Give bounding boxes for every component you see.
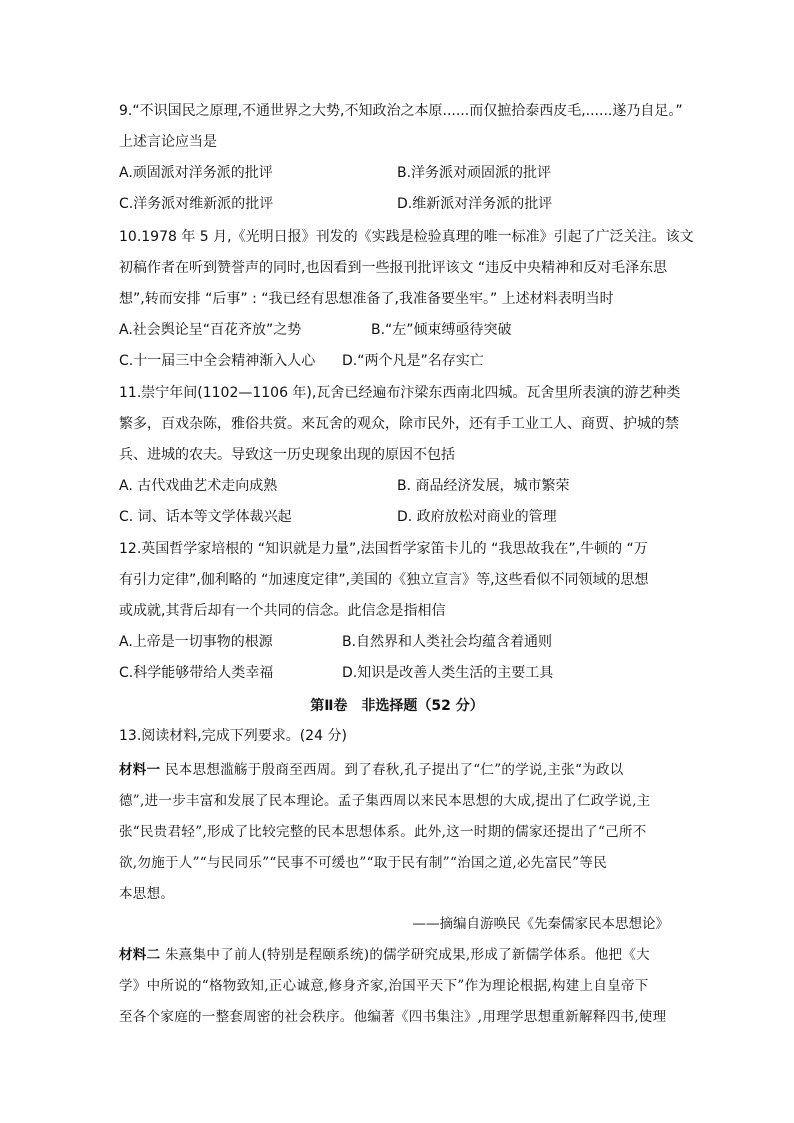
q9-stem-line2: 上述言论应当是 [119, 134, 217, 150]
q9-option-a: A.顽固派对洋务派的批评 [119, 165, 273, 181]
material-two-line2: 学》中所说的“格物致知,正心诚意,修身齐家,治国平天下”作为理论根据,构建上自皇帝下 [119, 978, 649, 994]
material-one-label: 材料一 [119, 762, 161, 778]
q11-stem-line1: 11.崇宁年间(1102—1106 年),瓦舍已经遍布汴梁东西南北四城。瓦舍里所表演的游艺种类 [119, 385, 681, 401]
q12-stem-line2: 有引力定律”,伽利略的 “加速度定律”,美国的《独立宣言》等,这些看似不同领域的思想 [119, 572, 649, 588]
q11-option-b: B. 商品经济发展，城市繁荣 [397, 478, 570, 494]
q11-option-d: D. 政府放松对商业的管理 [397, 509, 557, 525]
q10-option-b: B.“左”倾束缚亟待突破 [371, 322, 512, 338]
material-two-line3: 至各个家庭的一整套周密的社会秩序。他编著《四书集注》,用理学思想重新解释四书,使理 [119, 1009, 667, 1025]
q10-option-a: A.社会舆论呈“百花齐放”之势 [119, 322, 302, 338]
q12-option-c: C.科学能够带给人类幸福 [119, 665, 274, 681]
q11-stem-line3: 兵、进城的农夫。导致这一历史现象出现的原因不包括 [119, 447, 455, 463]
material-one-line3: 张“民贵君轻”,形成了比较完整的民本思想体系。此外,这一时期的儒家还提出了“己所不 [119, 824, 647, 840]
q10-stem-line2: 初稿作者在听到赞誉声的同时,也因看到一些报刊批评该文 “违反中央精神和反对毛泽东思 [119, 260, 668, 276]
section-title: 第Ⅱ卷 非选择题（52 分） [310, 698, 484, 714]
q11-stem-line2: 繁多，百戏杂陈，雅俗共赏。来瓦舍的观众，除市民外，还有手工业工人、商贾、护城的禁 [119, 416, 679, 432]
q12-option-d: D.知识是改善人类生活的主要工具 [342, 665, 554, 681]
q12-option-b: B.自然界和人类社会均蕴含着通则 [342, 634, 553, 650]
material-one-line1 [119, 760, 624, 780]
q9-stem-line1: 9.“不识国民之原理,不通世界之大势,不知政治之本原......而仅摭拾泰西皮毛,......遂乃自足。” [119, 103, 683, 119]
q12-stem-line1: 12.英国哲学家培根的 “知识就是力量”,法国哲学家笛卡儿的 “我思故我在”,牛顿的 “万 [119, 541, 648, 557]
q9-option-c: C.洋务派对维新派的批评 [119, 196, 274, 212]
q11-option-c: C. 词、话本等文学体裁兴起 [119, 509, 292, 525]
q10-stem-line3: 想”,转而安排 “后事” : “我已经有思想准备了,我准备要坐牢。” 上述材料表明当时 [119, 291, 614, 307]
material-one-text1: 民本思想滥觞于殷商至西周。到了春秋,孔子提出了“仁”的学说,主张“为政以 [160, 762, 624, 778]
material-one-line5: 本思想。 [119, 886, 175, 902]
q10-option-c: C.十一届三中全会精神渐入人心 [119, 353, 316, 369]
material-one-source: ——摘编自游唤民《先秦儒家民本思想论》 [412, 916, 669, 932]
q9-option-d: D.维新派对洋务派的批评 [397, 196, 553, 212]
material-two-text1: 朱熹集中了前人(特别是程颐系统)的儒学研究成果,形成了新儒学体系。他把《大 [160, 947, 650, 963]
material-two-line1 [119, 945, 650, 965]
q9-option-b: B.洋务派对顽固派的批评 [397, 165, 552, 181]
material-two-label: 材料二 [119, 947, 161, 963]
q10-option-d: D.“两个凡是”名存实亡 [342, 353, 484, 369]
q11-option-a: A. 古代戏曲艺术走向成熟 [119, 478, 278, 494]
q13-intro: 13.阅读材料,完成下列要求。(24 分) [119, 728, 347, 744]
material-one-line2: 德”,进一步丰富和发展了民本理论。孟子集西周以来民本思想的大成,提出了仁政学说,主 [119, 793, 651, 809]
q10-stem-line1: 10.1978 年 5 月,《光明日报》刊发的《实践是检验真理的唯一标准》引起了广泛关注。该文 [119, 229, 694, 245]
q12-stem-line3: 或成就,其背后却有一个共同的信念。此信念是指相信 [119, 603, 446, 619]
q12-option-a: A.上帝是一切事物的根源 [119, 634, 273, 650]
material-one-line4: 欲,勿施于人”“与民同乐”“民事不可缓也”“取于民有制”“治国之道,必先富民”等民 [119, 855, 607, 871]
